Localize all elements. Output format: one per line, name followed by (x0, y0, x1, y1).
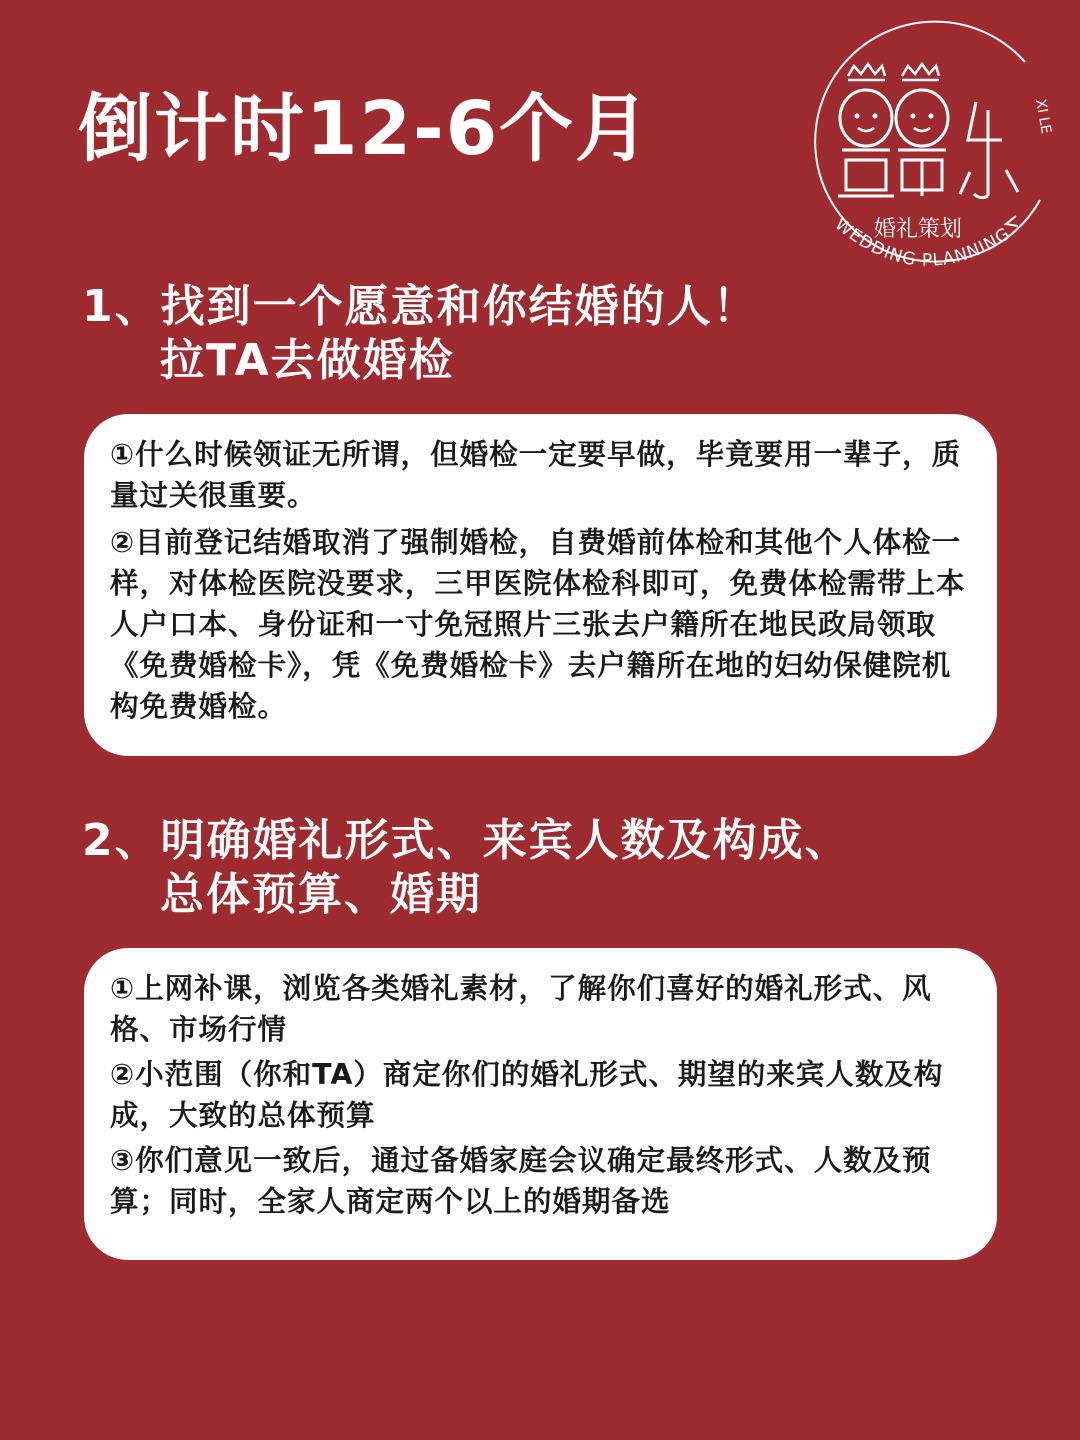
section-2-item-2: ②小范围（你和TA）商定你们的婚礼形式、期望的来宾人数及构成，大致的总体预算 (110, 1058, 944, 1132)
section-1-heading (82, 280, 759, 388)
section-1-heading-line2: 拉TA去做婚检 (160, 335, 455, 386)
section-2-heading-line1: 2、明确婚礼形式、来宾人数及构成、 (82, 815, 851, 866)
section-1-heading-line1: 1、找到一个愿意和你结婚的人！ (82, 281, 759, 332)
section-1-item-2: ②目前登记结婚取消了强制婚检，自费婚前体检和其他个人体检一样，对体检医院没要求，三甲医院体检科即可，免费体检需带上本人户口本、身份证和一寸免冠照片三张去户籍所在地民政局领取《免费婚检卡》，凭《免费婚检卡》去户籍所在地的妇幼保健院机构免费婚检。 (110, 526, 966, 723)
section-2-item-3: ③你们意见一致后，通过备婚家庭会议确定最终形式、人数及预算；同时，全家人商定两个以上的婚期备选 (110, 1144, 932, 1218)
brand-logo (790, 10, 1060, 280)
section-2-heading (82, 814, 851, 922)
logo-english-text: WEDDING PLANNING (830, 214, 1015, 271)
section-2-card (84, 948, 997, 1260)
page-title: 倒计时12-6个月 (78, 86, 652, 172)
section-2-item-1: ①上网补课，浏览各类婚礼素材，了解你们喜好的婚礼形式、风格、市场行情 (110, 972, 932, 1046)
section-1-card (84, 414, 997, 756)
section-1-item-1: ①什么时候领证无所谓，但婚检一定要早做，毕竟要用一辈子，质量过关很重要。 (110, 438, 962, 512)
section-2-heading-line2: 总体预算、婚期 (160, 869, 482, 920)
logo-chinese-text: 婚礼策划 (874, 217, 963, 242)
logo-side-text: XI LE (1032, 97, 1054, 135)
